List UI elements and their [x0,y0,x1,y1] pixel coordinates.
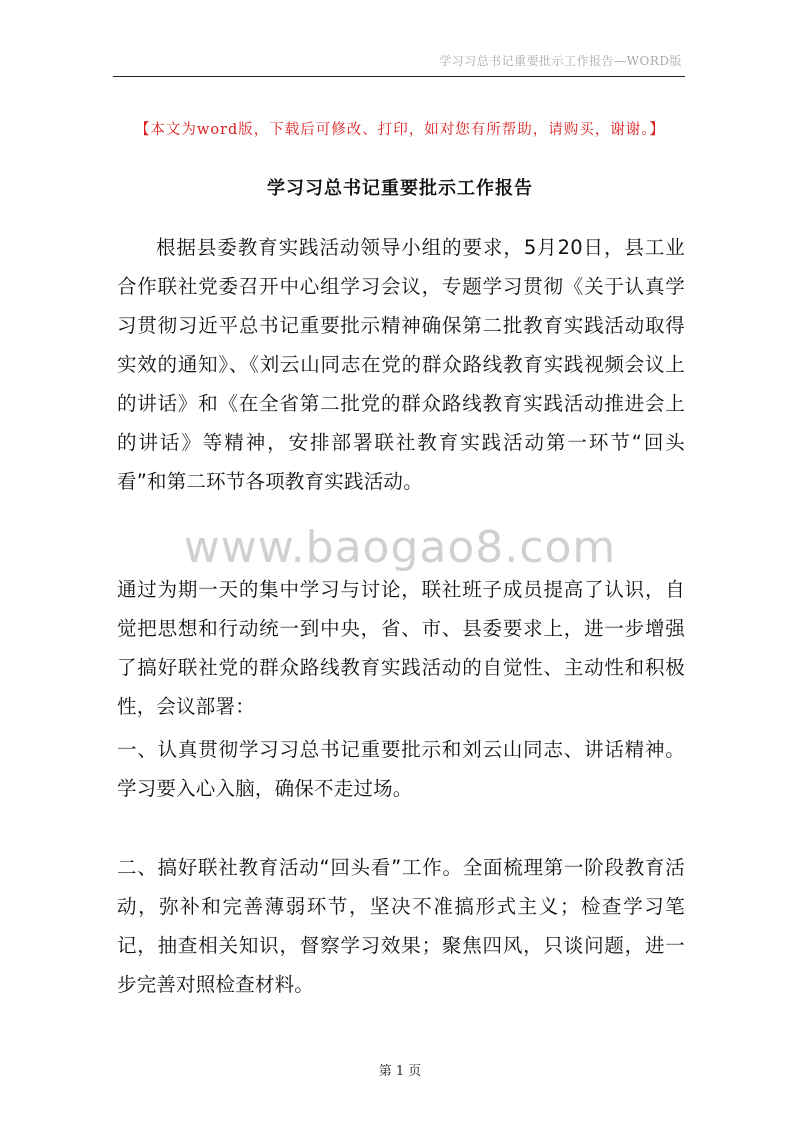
download-notice: 【本文为word版，下载后可修改、打印，如对您有所帮助，请购买，谢谢。】 [134,122,666,138]
paragraph-1 [117,228,685,501]
paragraph-4 [117,848,685,1004]
document-title: 学习习总书记重要批示工作报告 [267,178,533,199]
paragraph-text: 通过为期一天的集中学习与讨论，联社班子成员提高了认识，自觉把思想和行动统一到中央，省、市、县委要求上，进一步增强了搞好联社党的群众路线教育实践活动的自觉性、主动性和积极性，会议部署： [117,578,685,718]
page-number: 第 1 页 [378,1064,422,1079]
header-divider [113,76,685,77]
paragraph-3 [117,730,685,808]
paragraph-2 [117,570,685,726]
paragraph-text: 根据县委教育实践活动领导小组的要求，5月20日，县工业合作联社党委召开中心组学习会议，专题学习贯彻《关于认真学习贯彻习近平总书记重要批示精神确保第二批教育实践活动取得实效的通知》、《刘云山同志在党的群众路线教育实践视频会议上的讲话》和《在全省第二批党的群众路线教育实践活动推进会上的讲话》等精神，安排部署联社教育实践活动第一环节“回头看”和第二环节各项教育实践活动。 [117,236,685,493]
running-header: 学习习总书记重要批示工作报告—WORD版 [439,54,682,68]
paragraph-text: 一、认真贯彻学习习总书记重要批示和刘云山同志、讲话精神。学习要入心入脑，确保不走过场。 [117,738,685,800]
paragraph-text: 二、搞好联社教育活动“回头看”工作。全面梳理第一阶段教育活动，弥补和完善薄弱环节，坚决不准搞形式主义；检查学习笔记，抽查相关知识，督察学习效果；聚焦四风，只谈问题，进一步完善对照检查材料。 [117,856,685,996]
watermark: www.baogao8.com [183,522,617,573]
